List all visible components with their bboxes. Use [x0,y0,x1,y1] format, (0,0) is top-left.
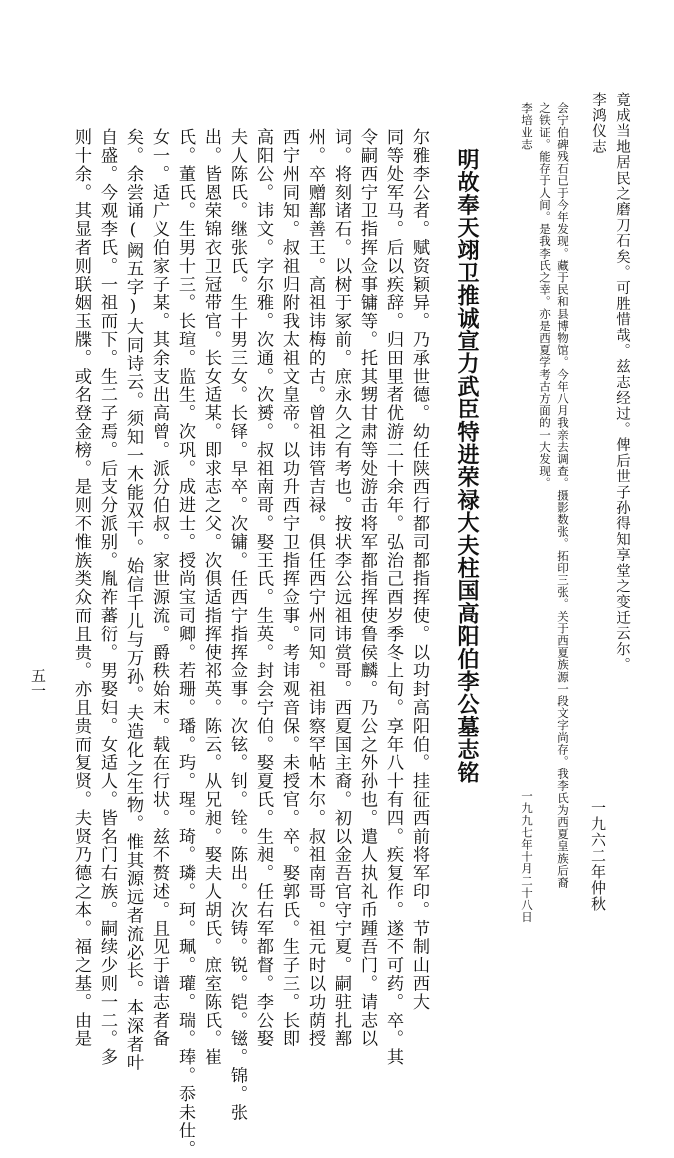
epitaph-body-column-1: 尔雅李公者。赋资颖异。乃承世德。幼任陕西行都司都指挥使。以功封高阳伯。挂征西前将军印。节制山西大 [409,128,429,1012]
preceding-text-column-2: 李鸿仪志 [590,92,606,155]
preceding-date: 一九六二年仲秋 [589,800,607,912]
epitaph-body-column-10: 氏。董氏。生男十三。长瑄。监生。次巩。成进士。授尚宝司卿。若珊。璠。玙。瑆。琦。璘。珂。珮。瓘。瑞。琫。忝未仕。 [175,128,195,1158]
epitaph-body-column-2: 同等处军马。后以疾辞。归田里者优游二十余年。弘治己酉岁季冬上旬。享年八十有四。疾复作。遂不可药。卒。其 [383,128,403,1067]
preface-note-column-2: 之铁证。能存于人间。是我李氏之幸。亦是西夏学考古方面的一大发现。 [538,102,552,490]
epitaph-title: 明故奉天翊卫推诚宣力武臣特进荣禄大夫柱国高阳伯李公墓志铭 [454,148,479,784]
page-number: 五一 [29,668,47,698]
preface-note-column-1: 会宁伯碑残石已于今年发现。藏于民和县博物馆。今年八月我亲去调查。摄影数张。拓印三张。关于西夏族源一段文字尚存。我李氏为西夏皇族后裔 [556,102,570,889]
epitaph-body-column-3: 令嗣西宁卫指挥佥事镛等。托其甥甘肃等处游击将军都指挥使鲁侯麟。乃公之外孙也。遣人执礼币踵吾门。请志以 [357,128,377,1048]
epitaph-body-column-12: 矣。余尝诵(阙五字)大同诗云。须知一木能双干。始信千儿与万孙。夫造化之生物。惟其源远者流必长。本深者叶 [123,128,143,1072]
epitaph-body-column-9: 出。皆恩荣锦衣卫冠带官。长女适某。即求志之父。次俱适指挥使祁英。陈云。从兄昶。娶夫人胡氏。庶室陈氏。崔 [201,128,221,1067]
epitaph-body-column-8: 夫人陈氏。继张氏。生十男三女。长铎。早卒。次镛。任西宁指挥佥事。次铉。钊。铨。陈出。次铸。锐。铠。镃。锦。张 [227,128,247,1122]
epitaph-body-column-5: 州。卒赠鄯善王。高祖讳梅的古。曾祖讳管吉禄。俱任西宁州同知。祖讳察罕帖木尔。叔祖南哥。祖元时以功荫授 [305,128,325,1048]
epitaph-body-column-13: 自盛。今观李氏。一祖而下。生二子焉。后支分派别。胤祚蕃衍。男娶妇。女适人。皆名门右族。嗣续少则一二。多 [97,128,117,1067]
preceding-text-column-1: 竟成当地居民之磨刀石矣。可胜惜哉。兹志经过。俾后世子孙得知享堂之变迁云尔。 [614,92,630,673]
preface-date: 一九九七年十月二十八日 [520,790,534,924]
epitaph-body-column-14: 则十余。其显者则联姻玉牒。或名登金榜。是则不惟族类众而且贵。亦且贵而复贤。夫贤乃德之本。福之基。由是 [71,128,91,1048]
preface-note-column-3: 李培业志 [520,102,534,151]
epitaph-body-column-4: 词。将刻诸石。以树于冢前。庶永久之有考也。按状李公远祖讳赏哥。西夏国主裔。初以金吾官守宁夏。嗣驻扎鄯 [331,128,351,1048]
epitaph-body-column-11: 女一。适广义伯家子某。其余支出高曾。派分伯叔。家世源流。爵秩始末。载在行状。兹不赘述。且见于谱志者备 [149,128,169,1048]
epitaph-body-column-6: 西宁州同知。叔祖归附我太祖文皇帝。以功升西宁卫指挥佥事。考讳观音保。未授官。卒。娶郭氏。生子三。长即 [279,128,299,1048]
epitaph-body-column-7: 高阳公。讳文。字尔雅。次通。次赟。叔祖南哥。娶王氏。生英。封会宁伯。娶夏氏。生昶。任右军都督。李公娶 [253,128,273,1048]
